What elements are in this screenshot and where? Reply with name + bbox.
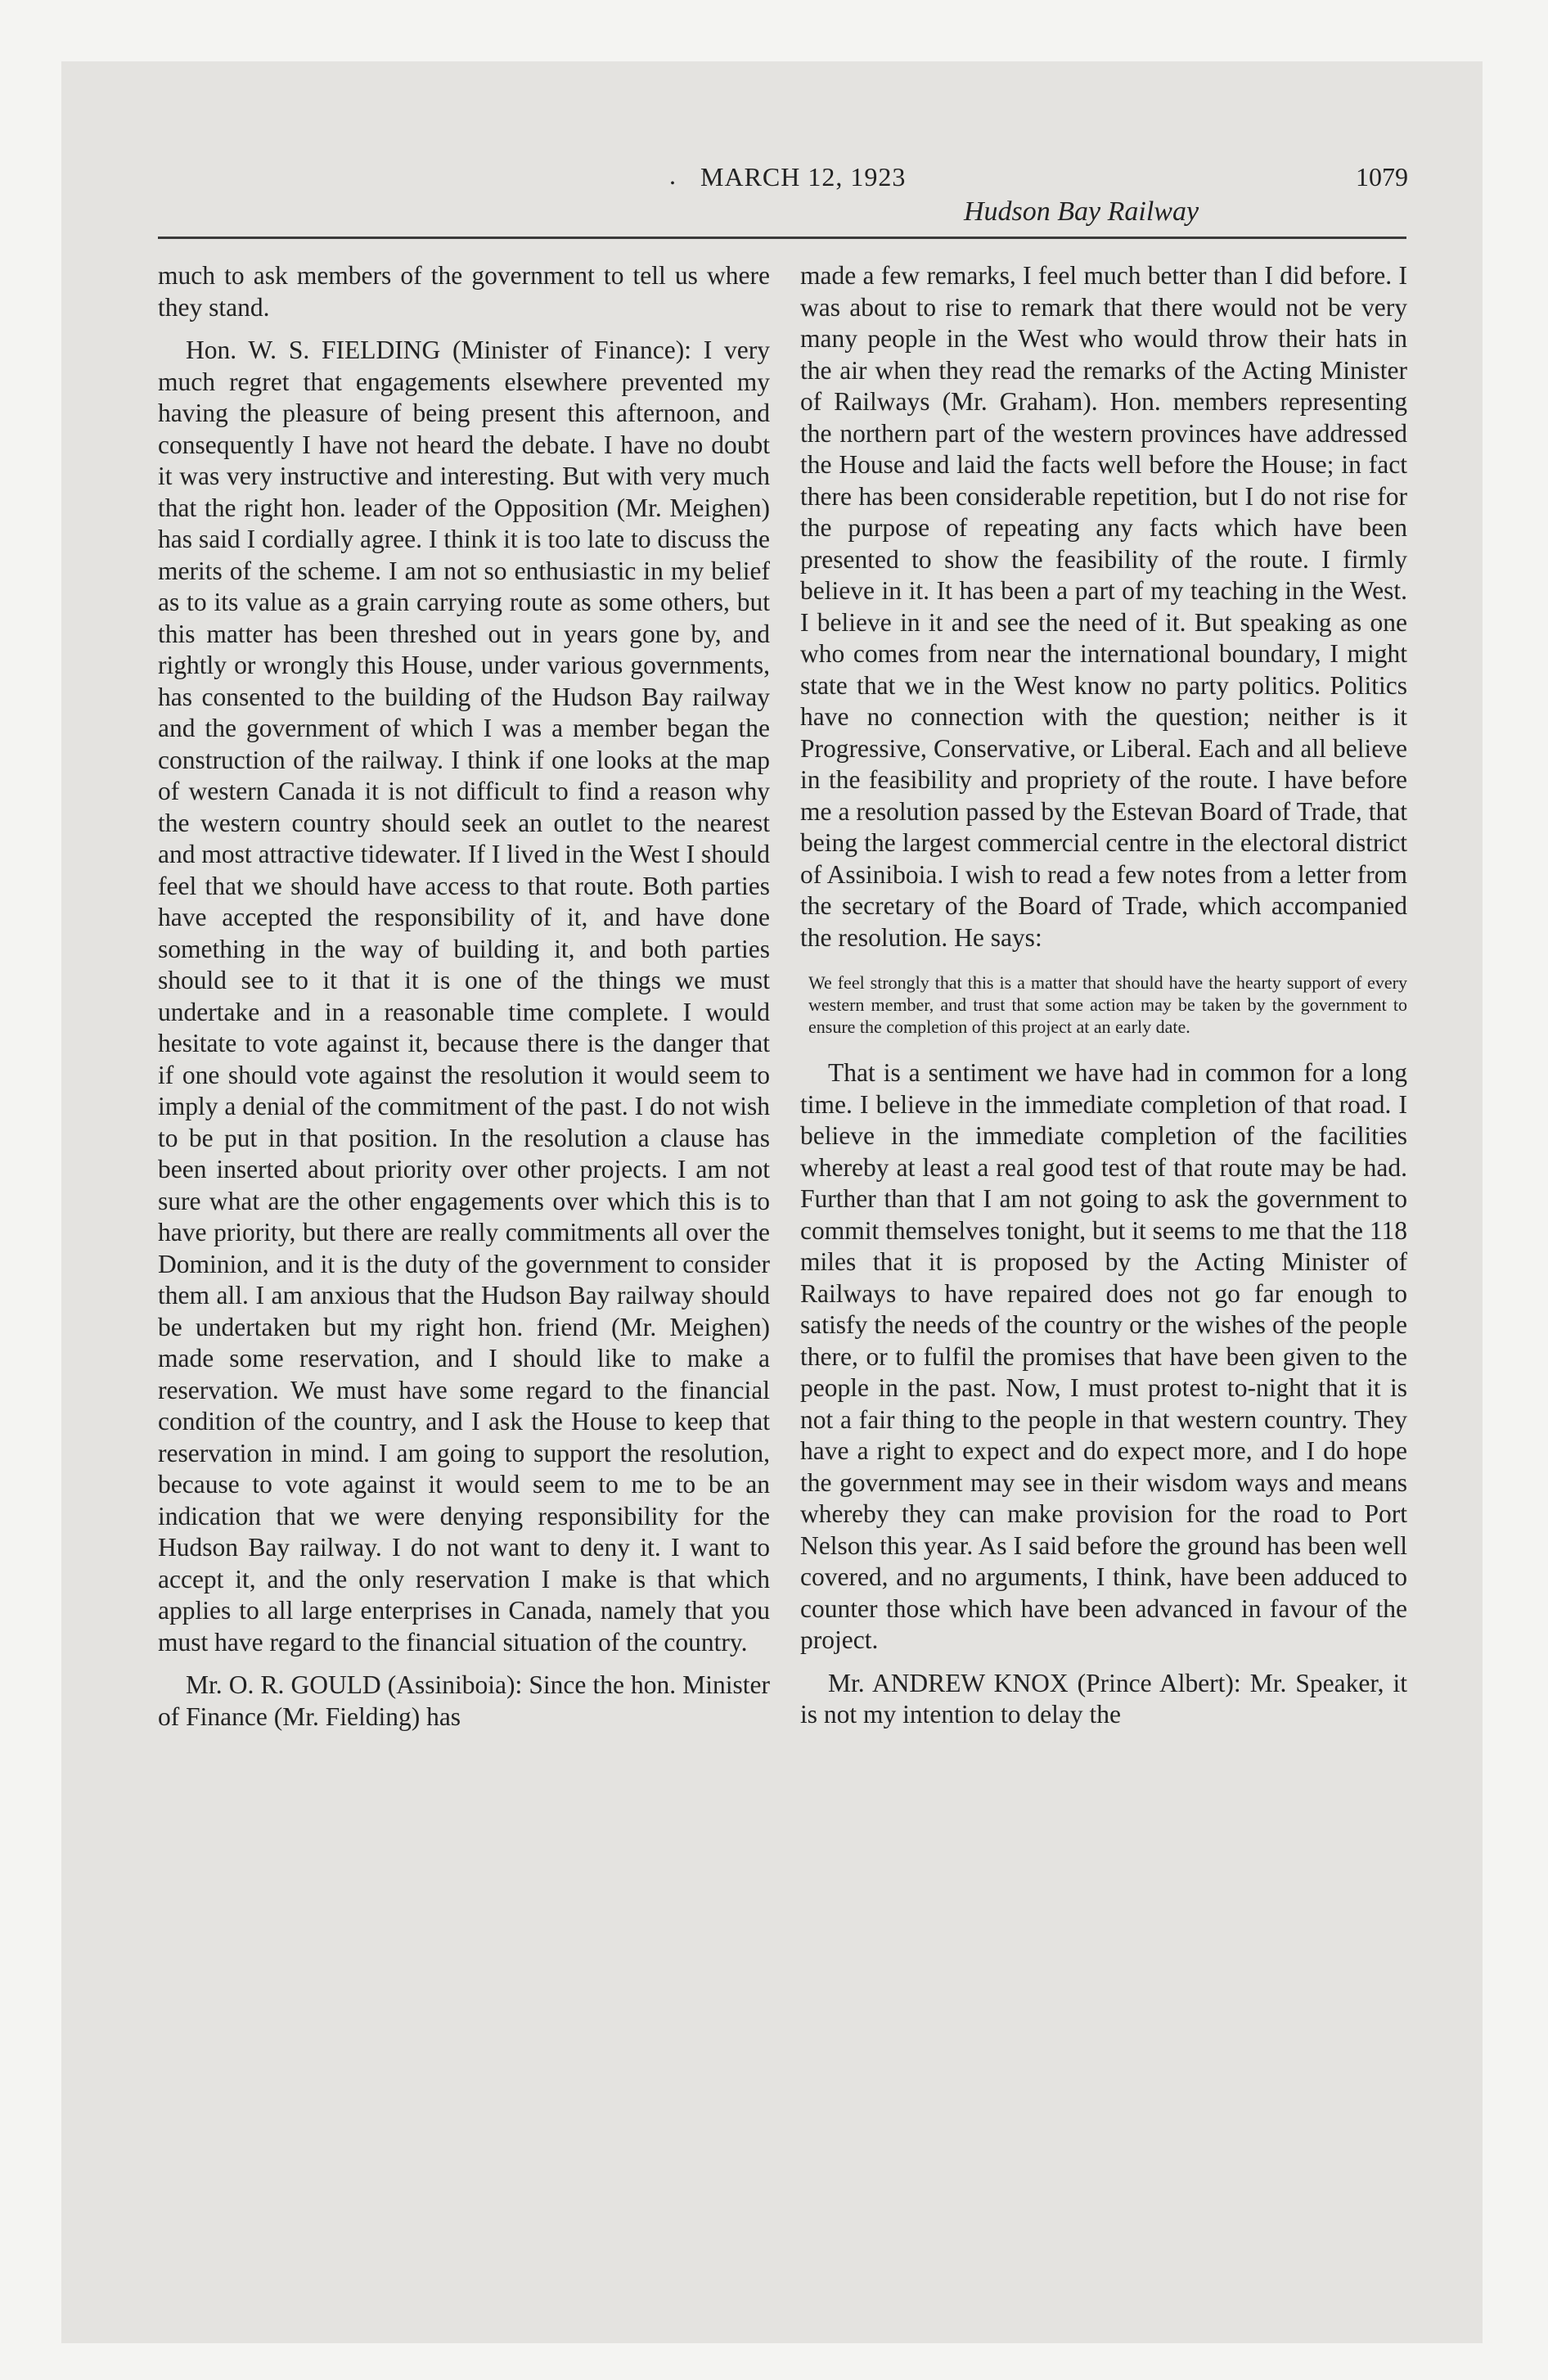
- header-rule: [158, 237, 1406, 239]
- paragraph: Mr. O. R. GOULD (Assiniboia): Since the hon. Minister of Finance (Mr. Fielding) has: [158, 1670, 770, 1731]
- right-column: [800, 260, 1407, 1731]
- left-column: [158, 260, 770, 1733]
- paragraph: That is a sentiment we have had in common for a long time. I believe in the immediate completion of that road. I believe in the immediate completion of the facilities whereby at least a real good test of that route may be had. Further than that I am not going to ask the government to commit themselves tonight, but it seems to me that the 118 miles that it is proposed by the Acting Minister of Railways to have repaired does not go far enough to satisfy the needs of the country or the wishes of the people there, or to fulfil the promises that have been given to the people in the past. Now, I must protest to-night that it is not a fair thing to the people in that western country. They have a right to expect and do expect more, and I do hope the government may see in their wisdom ways and means whereby they can make provision for the road to Port Nelson this year. As I said before the ground has been well covered, and no arguments, I think, have been adduced to counter those which have been advanced in favour of the project.: [800, 1058, 1407, 1654]
- header-date: MARCH 12, 1923: [700, 162, 907, 192]
- header-dot: .: [669, 160, 676, 190]
- paragraph: Hon. W. S. FIELDING (Minister of Finance): I very much regret that engagements elsewhere prevented my having the pleasure of being present this afternoon, and consequently I have not heard the debate. I have no doubt it was very instructive and interesting. But with very much that the right hon. leader of the Opposition (Mr. Meighen) has said I cordially agree. I think it is too late to discuss the merits of the scheme. I am not so enthusiastic in my belief as to its value as a grain carrying route as some others, but this matter has been threshed out in years gone by, and rightly or wrongly this House, under various governments, has consented to the building of the Hudson Bay railway and the government of which I was a member began the construction of the railway. I think if one looks at the map of western Canada it is not difficult to find a reason why the western country should seek an outlet to the nearest and most attractive tidewater. If I lived in the West I should feel that we should have access to that route. Both parties have accepted the responsibility of it, and have done something in the way of building it, and both parties should see to it that it is one of the things we must undertake and in a reasonable time complete. I would hesitate to vote against it, because there is the danger that if one should vote against the resolution it would seem to imply a denial of the commitment of the past. I do not wish to be put in that position. In the resolution a clause has been inserted about priority over other projects. I am not sure what are the other engagements over which this is to have priority, but there are really commitments all over the Dominion, and it is the duty of the government to consider them all. I am anxious that the Hudson Bay railway should be undertaken but my right hon. friend (Mr. Meighen) made some reservation, and I should like to make a reservation. We must have some regard to the financial condition of the country, and I ask the House to keep that reservation in mind. I am going to support the resolution, because to vote against it would seem to me to be an indication that we were denying responsibility for the Hudson Bay railway. I do not want to deny it. I want to accept it, and the only reservation I make is that which applies to all large enterprises in Canada, namely that you must have regard to the financial situation of the country.: [158, 336, 770, 1657]
- page-number: 1079: [1356, 162, 1408, 192]
- paragraph: made a few remarks, I feel much better than I did before. I was about to rise to remark that there would not be very many people in the West who would throw their hats in the air when they read the remarks of the Acting Minister of Railways (Mr. Graham). Hon. members representing the northern part of the western provinces have addressed the House and laid the facts well before the House; in fact there has been considerable repetition, but I do not rise for the purpose of repeating any facts which have been presented to show the feasibility of the route. I firmly believe in it. It has been a part of my teaching in the West. I believe in it and see the need of it. But speaking as one who comes from near the international boundary, I might state that we in the West know no party politics. Politics have no connection with the question; neither is it Progressive, Conservative, or Liberal. Each and all believe in the feasibility and propriety of the route. I have before me a resolution passed by the Estevan Board of Trade, that being the largest commercial centre in the electoral district of Assiniboia. I wish to read a few notes from a letter from the secretary of the Board of Trade, which accompanied the resolution. He says:: [800, 261, 1407, 952]
- block-quote: We feel strongly that this is a matter that should have the hearty support of every western member, and trust that some action may be taken by the government to ensure the completion of this project at an early date.: [808, 972, 1407, 1037]
- paragraph: Mr. ANDREW KNOX (Prince Albert): Mr. Speaker, it is not my intention to delay the: [800, 1668, 1407, 1729]
- paragraph: much to ask members of the government to tell us where they stand.: [158, 261, 770, 322]
- running-title: Hudson Bay Railway: [964, 196, 1199, 227]
